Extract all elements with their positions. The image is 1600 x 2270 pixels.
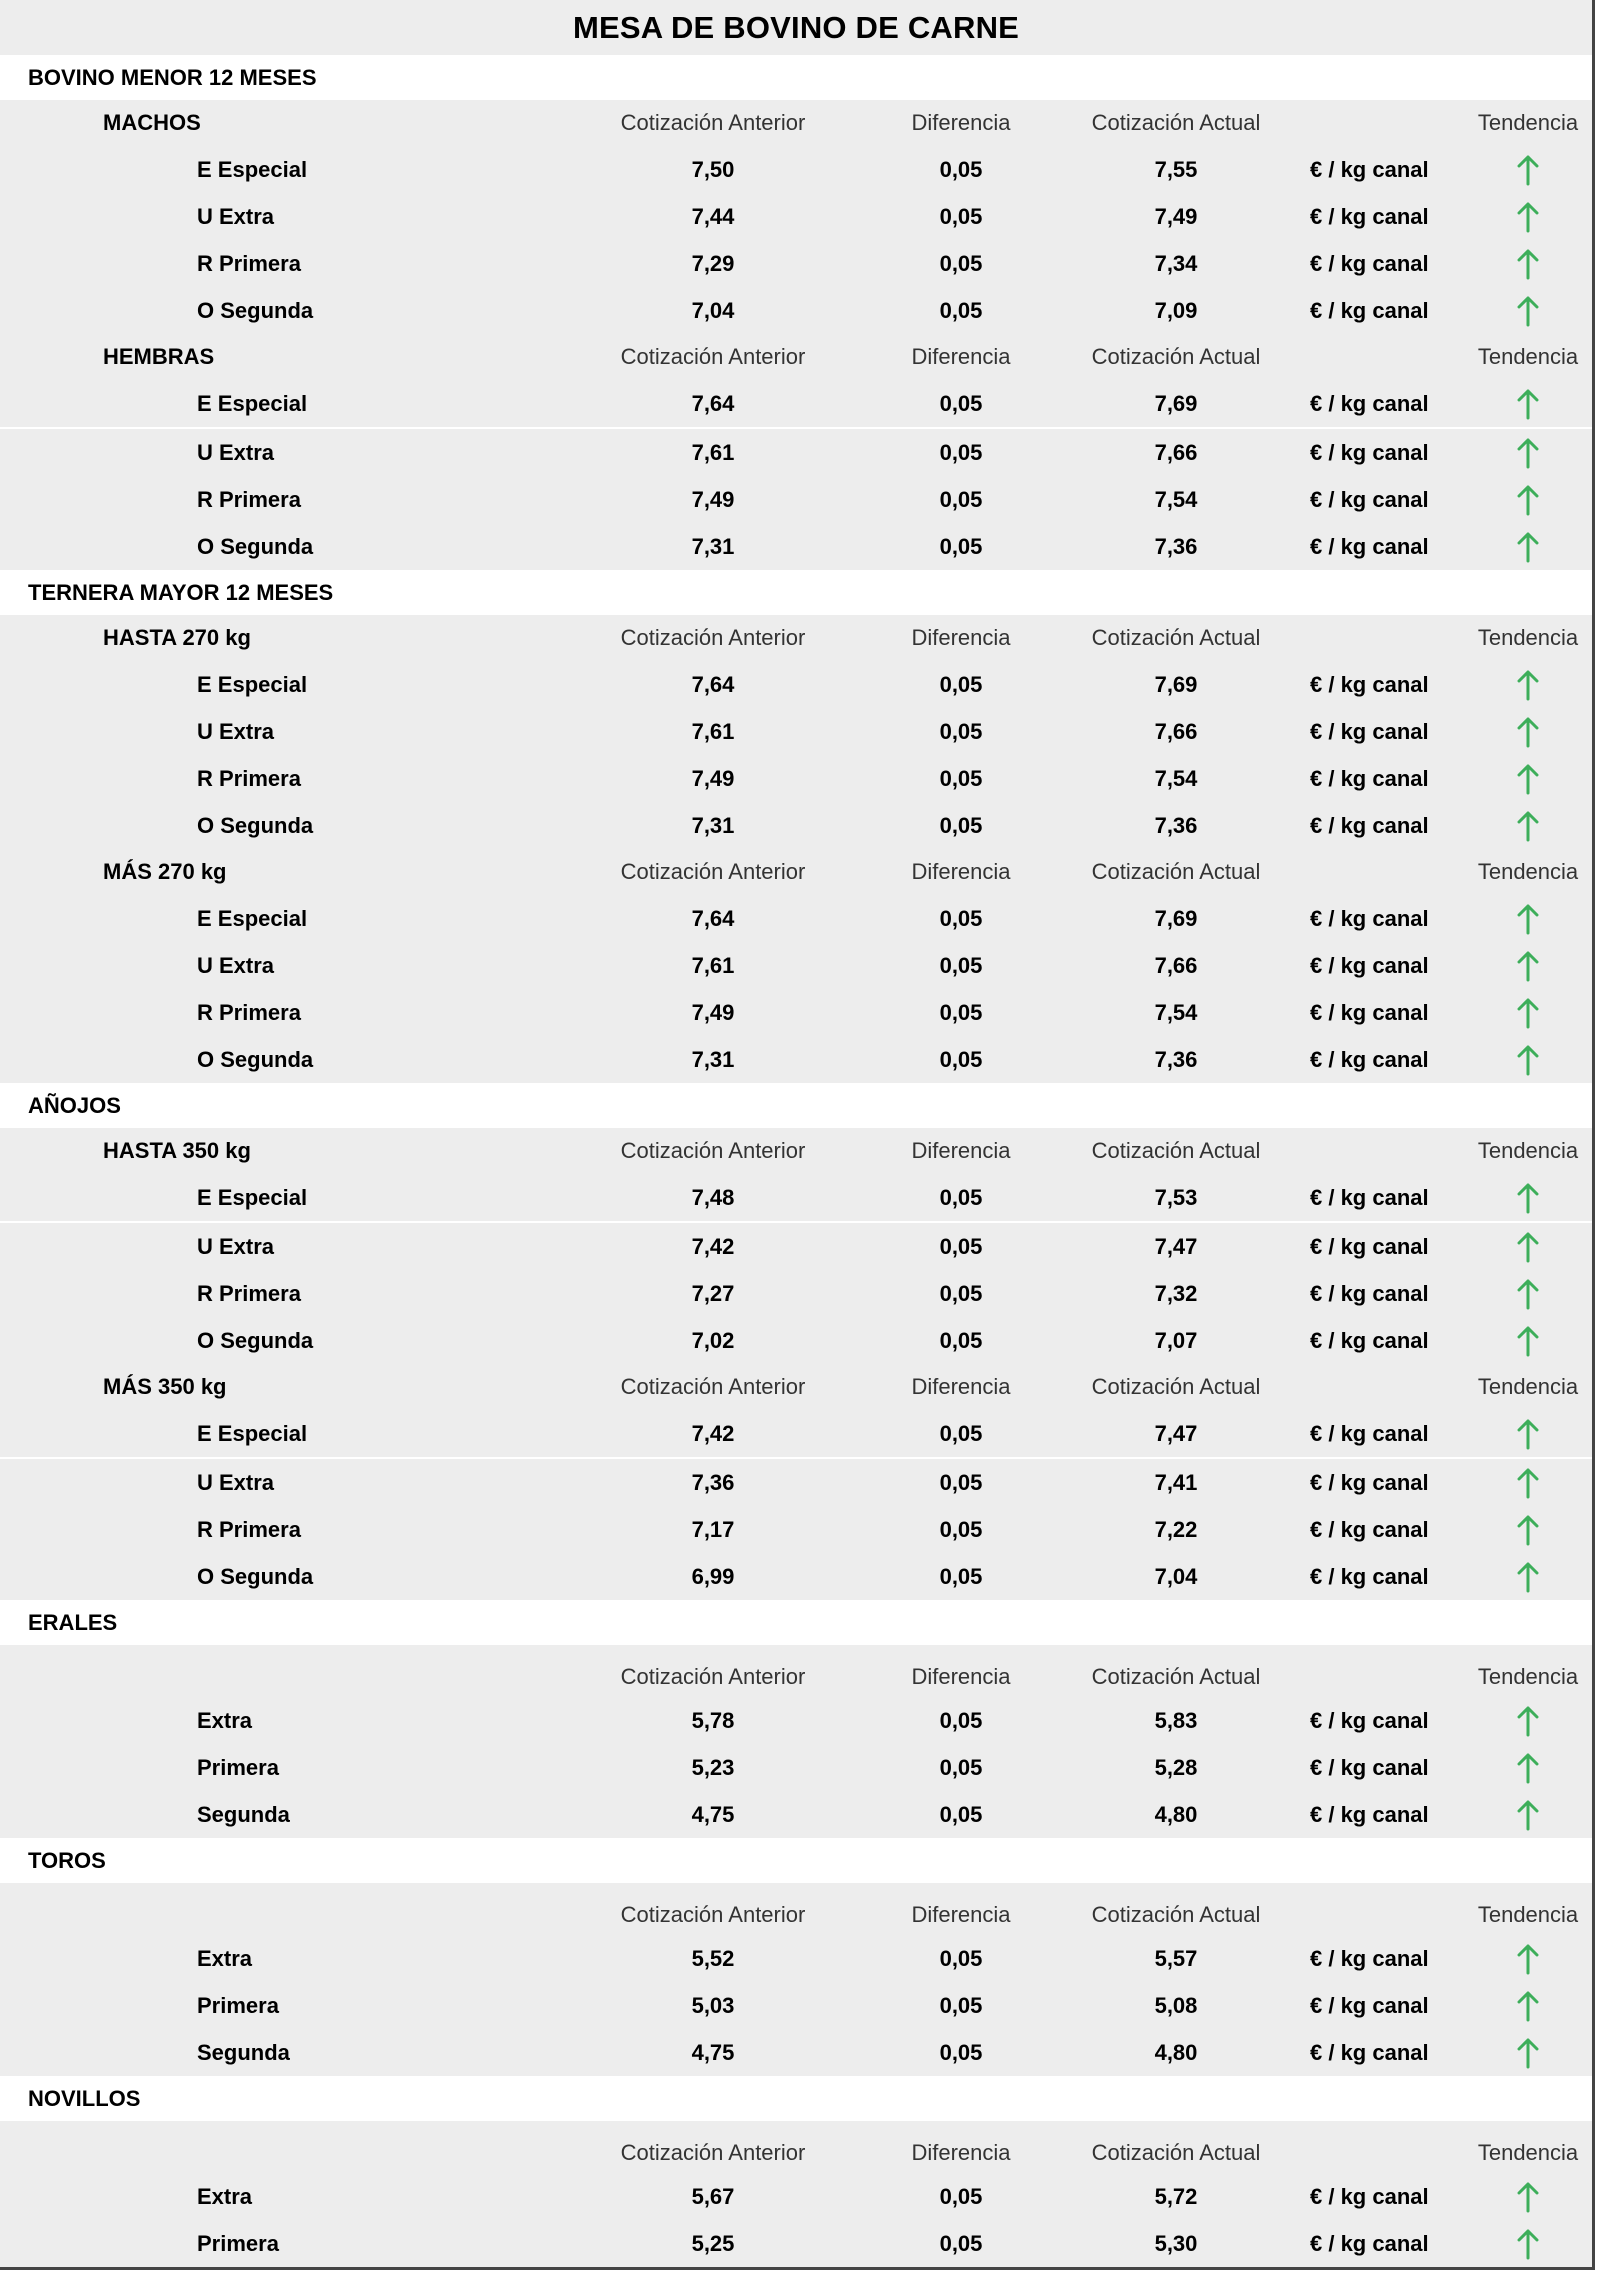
header-tendencia: Tendencia xyxy=(1477,344,1579,369)
cotizacion-anterior-value: 7,64 xyxy=(691,672,735,697)
diferencia-value: 0,05 xyxy=(939,251,983,276)
group-header-row xyxy=(0,1128,1592,1174)
table-row xyxy=(0,146,1592,193)
arrow-up-icon xyxy=(1516,295,1540,327)
grade-label: U Extra xyxy=(197,953,275,978)
diferencia-value: 0,05 xyxy=(939,1000,983,1025)
cotizacion-anterior-value: 5,03 xyxy=(691,1993,735,2018)
grade-label: Segunda xyxy=(197,1802,290,1827)
cotizacion-anterior-value: 7,64 xyxy=(691,391,735,416)
cotizacion-actual-value: 7,32 xyxy=(1154,1281,1198,1306)
diferencia-value: 0,05 xyxy=(939,2231,983,2256)
unit-label: € / kg canal xyxy=(1310,1517,1429,1542)
table-row xyxy=(0,2220,1592,2267)
unit-label: € / kg canal xyxy=(1310,813,1429,838)
grade-label: E Especial xyxy=(197,391,308,416)
cotizacion-anterior-value: 7,29 xyxy=(691,251,735,276)
grade-label: U Extra xyxy=(197,204,275,229)
cotizacion-actual-value: 5,72 xyxy=(1154,2184,1198,2209)
table-row xyxy=(0,1270,1592,1317)
header-diferencia: Diferencia xyxy=(911,625,1011,650)
table-row xyxy=(0,1457,1592,1506)
arrow-up-icon xyxy=(1516,531,1540,563)
cotizacion-actual-value: 7,47 xyxy=(1154,1421,1198,1446)
diferencia-value: 0,05 xyxy=(939,1470,983,1495)
cotizacion-actual-value: 5,30 xyxy=(1154,2231,1198,2256)
group-label: HASTA 270 kg xyxy=(103,625,251,650)
section-title: AÑOJOS xyxy=(0,1083,1592,1128)
cotizacion-actual-value: 5,28 xyxy=(1154,1755,1198,1780)
section-title: TERNERA MAYOR 12 MESES xyxy=(0,570,1592,615)
arrow-up-icon xyxy=(1516,997,1540,1029)
cotizacion-actual-value: 5,83 xyxy=(1154,1708,1198,1733)
arrow-up-icon xyxy=(1516,810,1540,842)
cotizacion-actual-value: 7,49 xyxy=(1154,204,1198,229)
diferencia-value: 0,05 xyxy=(939,1946,983,1971)
header-cotizacion-actual: Cotización Actual xyxy=(1091,1374,1261,1399)
table-row xyxy=(0,2029,1592,2076)
diferencia-value: 0,05 xyxy=(939,298,983,323)
table-row xyxy=(0,427,1592,476)
grade-label: O Segunda xyxy=(197,1564,314,1589)
table-row xyxy=(0,1317,1592,1364)
section-title: ERALES xyxy=(0,1600,1592,1645)
header-cotizacion-anterior: Cotización Anterior xyxy=(620,625,806,650)
header-tendencia: Tendencia xyxy=(1477,1374,1579,1399)
cotizacion-anterior-value: 7,31 xyxy=(691,1047,735,1072)
header-cotizacion-actual: Cotización Actual xyxy=(1091,344,1261,369)
cotizacion-anterior-value: 7,31 xyxy=(691,813,735,838)
header-diferencia: Diferencia xyxy=(911,1138,1011,1163)
arrow-up-icon xyxy=(1516,903,1540,935)
diferencia-value: 0,05 xyxy=(939,813,983,838)
header-tendencia: Tendencia xyxy=(1477,1902,1579,1927)
header-diferencia: Diferencia xyxy=(911,1902,1011,1927)
header-cotizacion-anterior: Cotización Anterior xyxy=(620,1902,806,1927)
diferencia-value: 0,05 xyxy=(939,953,983,978)
diferencia-value: 0,05 xyxy=(939,1755,983,1780)
grade-label: E Especial xyxy=(197,672,308,697)
arrow-up-icon xyxy=(1516,1752,1540,1784)
section-title: BOVINO MENOR 12 MESES xyxy=(0,55,1592,100)
diferencia-value: 0,05 xyxy=(939,1281,983,1306)
arrow-up-icon xyxy=(1516,950,1540,982)
cotizacion-anterior-value: 7,17 xyxy=(691,1517,735,1542)
diferencia-value: 0,05 xyxy=(939,1328,983,1353)
group-header-row xyxy=(0,1645,1592,1697)
grade-label: R Primera xyxy=(197,1000,301,1025)
table-row xyxy=(0,1036,1592,1083)
group-header-row xyxy=(0,334,1592,380)
table-row xyxy=(0,1221,1592,1270)
cotizacion-actual-value: 7,36 xyxy=(1154,813,1198,838)
cotizacion-actual-value: 4,80 xyxy=(1154,1802,1198,1827)
page-title: MESA DE BOVINO DE CARNE xyxy=(0,0,1592,55)
cotizacion-anterior-value: 5,52 xyxy=(691,1946,735,1971)
group-header-row xyxy=(0,849,1592,895)
cotizacion-anterior-value: 5,67 xyxy=(691,2184,735,2209)
cotizacion-anterior-value: 7,04 xyxy=(691,298,735,323)
unit-label: € / kg canal xyxy=(1310,1234,1429,1259)
cotizacion-anterior-value: 4,75 xyxy=(691,1802,735,1827)
header-cotizacion-actual: Cotización Actual xyxy=(1091,110,1261,135)
header-cotizacion-anterior: Cotización Anterior xyxy=(620,1138,806,1163)
table-row xyxy=(0,2173,1592,2220)
unit-label: € / kg canal xyxy=(1310,1185,1429,1210)
table-row xyxy=(0,1553,1592,1600)
grade-label: O Segunda xyxy=(197,813,314,838)
diferencia-value: 0,05 xyxy=(939,1234,983,1259)
unit-label: € / kg canal xyxy=(1310,1946,1429,1971)
header-cotizacion-anterior: Cotización Anterior xyxy=(620,859,806,884)
unit-label: € / kg canal xyxy=(1310,766,1429,791)
unit-label: € / kg canal xyxy=(1310,953,1429,978)
unit-label: € / kg canal xyxy=(1310,1047,1429,1072)
group-label: MÁS 350 kg xyxy=(103,1374,227,1399)
arrow-up-icon xyxy=(1516,484,1540,516)
sections-container xyxy=(0,55,1592,2267)
arrow-up-icon xyxy=(1516,248,1540,280)
arrow-up-icon xyxy=(1516,201,1540,233)
cotizacion-actual-value: 7,66 xyxy=(1154,440,1198,465)
grade-label: U Extra xyxy=(197,1470,275,1495)
grade-label: O Segunda xyxy=(197,298,314,323)
diferencia-value: 0,05 xyxy=(939,1047,983,1072)
cotizacion-actual-value: 7,69 xyxy=(1154,391,1198,416)
unit-label: € / kg canal xyxy=(1310,719,1429,744)
cotizacion-actual-value: 7,66 xyxy=(1154,953,1198,978)
grade-label: Segunda xyxy=(197,2040,290,2065)
arrow-up-icon xyxy=(1516,1182,1540,1214)
unit-label: € / kg canal xyxy=(1310,440,1429,465)
header-cotizacion-actual: Cotización Actual xyxy=(1091,1664,1261,1689)
unit-label: € / kg canal xyxy=(1310,298,1429,323)
cotizacion-anterior-value: 7,42 xyxy=(691,1234,735,1259)
diferencia-value: 0,05 xyxy=(939,1708,983,1733)
unit-label: € / kg canal xyxy=(1310,157,1429,182)
unit-label: € / kg canal xyxy=(1310,391,1429,416)
diferencia-value: 0,05 xyxy=(939,1517,983,1542)
arrow-up-icon xyxy=(1516,2228,1540,2260)
diferencia-value: 0,05 xyxy=(939,2040,983,2065)
header-diferencia: Diferencia xyxy=(911,1664,1011,1689)
grade-label: U Extra xyxy=(197,1234,275,1259)
unit-label: € / kg canal xyxy=(1310,1000,1429,1025)
arrow-up-icon xyxy=(1516,1705,1540,1737)
cotizacion-actual-value: 7,09 xyxy=(1154,298,1198,323)
cotizacion-anterior-value: 7,27 xyxy=(691,1281,735,1306)
arrow-up-icon xyxy=(1516,2181,1540,2213)
table-row xyxy=(0,1174,1592,1221)
diferencia-value: 0,05 xyxy=(939,1421,983,1446)
unit-label: € / kg canal xyxy=(1310,1421,1429,1446)
grade-label: E Especial xyxy=(197,1421,308,1446)
group-label: HASTA 350 kg xyxy=(103,1138,251,1163)
table-row xyxy=(0,1410,1592,1457)
cotizacion-actual-value: 5,08 xyxy=(1154,1993,1198,2018)
unit-label: € / kg canal xyxy=(1310,1755,1429,1780)
table-row xyxy=(0,193,1592,240)
arrow-up-icon xyxy=(1516,1514,1540,1546)
arrow-up-icon xyxy=(1516,1325,1540,1357)
group-header-row xyxy=(0,2121,1592,2173)
group-label: MACHOS xyxy=(103,110,201,135)
section-title: TOROS xyxy=(0,1838,1592,1883)
cotizacion-actual-value: 4,80 xyxy=(1154,2040,1198,2065)
grade-label: U Extra xyxy=(197,719,275,744)
table-row xyxy=(0,755,1592,802)
grade-label: O Segunda xyxy=(197,1047,314,1072)
table-row xyxy=(0,708,1592,755)
cotizacion-actual-value: 5,57 xyxy=(1154,1946,1198,1971)
table-row xyxy=(0,1506,1592,1553)
cotizacion-actual-value: 7,22 xyxy=(1154,1517,1198,1542)
unit-label: € / kg canal xyxy=(1310,2231,1429,2256)
header-cotizacion-anterior: Cotización Anterior xyxy=(620,110,806,135)
grade-label: Primera xyxy=(197,1993,279,2018)
cotizacion-anterior-value: 7,31 xyxy=(691,534,735,559)
grade-label: Extra xyxy=(197,2184,253,2209)
arrow-up-icon xyxy=(1516,388,1540,420)
table-row xyxy=(0,1982,1592,2029)
grade-label: Primera xyxy=(197,2231,279,2256)
arrow-up-icon xyxy=(1516,1799,1540,1831)
group-header-row xyxy=(0,100,1592,146)
arrow-up-icon xyxy=(1516,1990,1540,2022)
grade-label: Extra xyxy=(197,1708,253,1733)
cotizacion-anterior-value: 7,61 xyxy=(691,953,735,978)
grade-label: O Segunda xyxy=(197,1328,314,1353)
cotizacion-actual-value: 7,41 xyxy=(1154,1470,1198,1495)
diferencia-value: 0,05 xyxy=(939,534,983,559)
header-cotizacion-actual: Cotización Actual xyxy=(1091,859,1261,884)
header-diferencia: Diferencia xyxy=(911,344,1011,369)
grade-label: R Primera xyxy=(197,1281,301,1306)
header-diferencia: Diferencia xyxy=(911,1374,1011,1399)
cotizacion-anterior-value: 5,25 xyxy=(691,2231,735,2256)
table-row xyxy=(0,989,1592,1036)
cotizacion-anterior-value: 7,42 xyxy=(691,1421,735,1446)
unit-label: € / kg canal xyxy=(1310,1708,1429,1733)
arrow-up-icon xyxy=(1516,1943,1540,1975)
diferencia-value: 0,05 xyxy=(939,487,983,512)
diferencia-value: 0,05 xyxy=(939,2184,983,2209)
grade-label: E Especial xyxy=(197,157,308,182)
header-cotizacion-anterior: Cotización Anterior xyxy=(620,1664,806,1689)
unit-label: € / kg canal xyxy=(1310,1281,1429,1306)
unit-label: € / kg canal xyxy=(1310,251,1429,276)
header-tendencia: Tendencia xyxy=(1477,2140,1579,2165)
header-tendencia: Tendencia xyxy=(1477,1664,1579,1689)
grade-label: Primera xyxy=(197,1755,279,1780)
cotizacion-anterior-value: 6,99 xyxy=(691,1564,735,1589)
cotizacion-anterior-value: 7,49 xyxy=(691,1000,735,1025)
header-tendencia: Tendencia xyxy=(1477,110,1579,135)
cotizacion-actual-value: 7,07 xyxy=(1154,1328,1198,1353)
cotizacion-anterior-value: 5,78 xyxy=(691,1708,735,1733)
cotizacion-anterior-value: 7,44 xyxy=(691,204,735,229)
arrow-up-icon xyxy=(1516,437,1540,469)
grade-label: Extra xyxy=(197,1946,253,1971)
table-row xyxy=(0,1744,1592,1791)
cotizacion-anterior-value: 7,02 xyxy=(691,1328,735,1353)
unit-label: € / kg canal xyxy=(1310,2040,1429,2065)
section-title: NOVILLOS xyxy=(0,2076,1592,2121)
diferencia-value: 0,05 xyxy=(939,204,983,229)
cotizacion-actual-value: 7,54 xyxy=(1154,487,1198,512)
table-row xyxy=(0,661,1592,708)
header-tendencia: Tendencia xyxy=(1477,859,1579,884)
diferencia-value: 0,05 xyxy=(939,1564,983,1589)
diferencia-value: 0,05 xyxy=(939,157,983,182)
diferencia-value: 0,05 xyxy=(939,391,983,416)
diferencia-value: 0,05 xyxy=(939,719,983,744)
unit-label: € / kg canal xyxy=(1310,2184,1429,2209)
grade-label: E Especial xyxy=(197,906,308,931)
grade-label: E Especial xyxy=(197,1185,308,1210)
cotizacion-actual-value: 7,54 xyxy=(1154,766,1198,791)
cotizacion-anterior-value: 7,49 xyxy=(691,766,735,791)
diferencia-value: 0,05 xyxy=(939,1185,983,1210)
table-row xyxy=(0,1935,1592,1982)
cotizacion-actual-value: 7,36 xyxy=(1154,1047,1198,1072)
header-tendencia: Tendencia xyxy=(1477,625,1579,650)
group-label: MÁS 270 kg xyxy=(103,859,227,884)
arrow-up-icon xyxy=(1516,716,1540,748)
header-diferencia: Diferencia xyxy=(911,110,1011,135)
grade-label: U Extra xyxy=(197,440,275,465)
cotizacion-actual-value: 7,66 xyxy=(1154,719,1198,744)
group-header-row xyxy=(0,615,1592,661)
diferencia-value: 0,05 xyxy=(939,766,983,791)
grade-label: O Segunda xyxy=(197,534,314,559)
unit-label: € / kg canal xyxy=(1310,204,1429,229)
arrow-up-icon xyxy=(1516,669,1540,701)
unit-label: € / kg canal xyxy=(1310,1802,1429,1827)
header-cotizacion-actual: Cotización Actual xyxy=(1091,625,1261,650)
unit-label: € / kg canal xyxy=(1310,1470,1429,1495)
diferencia-value: 0,05 xyxy=(939,906,983,931)
cotizacion-actual-value: 7,04 xyxy=(1154,1564,1198,1589)
table-row xyxy=(0,476,1592,523)
cotizacion-anterior-value: 7,61 xyxy=(691,440,735,465)
cotizacion-actual-value: 7,47 xyxy=(1154,1234,1198,1259)
table-row xyxy=(0,1791,1592,1838)
cotizacion-anterior-value: 7,61 xyxy=(691,719,735,744)
group-header-row xyxy=(0,1364,1592,1410)
arrow-up-icon xyxy=(1516,1231,1540,1263)
unit-label: € / kg canal xyxy=(1310,534,1429,559)
table-row xyxy=(0,380,1592,427)
unit-label: € / kg canal xyxy=(1310,487,1429,512)
arrow-up-icon xyxy=(1516,1044,1540,1076)
arrow-up-icon xyxy=(1516,1278,1540,1310)
cotizacion-actual-value: 7,55 xyxy=(1154,157,1198,182)
grade-label: R Primera xyxy=(197,1517,301,1542)
arrow-up-icon xyxy=(1516,154,1540,186)
cotizacion-anterior-value: 5,23 xyxy=(691,1755,735,1780)
table-row xyxy=(0,942,1592,989)
cotizacion-anterior-value: 7,64 xyxy=(691,906,735,931)
group-label: HEMBRAS xyxy=(103,344,215,369)
cotizacion-actual-value: 7,53 xyxy=(1154,1185,1198,1210)
arrow-up-icon xyxy=(1516,1467,1540,1499)
unit-label: € / kg canal xyxy=(1310,906,1429,931)
group-header-row xyxy=(0,1883,1592,1935)
cotizacion-actual-value: 7,54 xyxy=(1154,1000,1198,1025)
unit-label: € / kg canal xyxy=(1310,1564,1429,1589)
header-tendencia: Tendencia xyxy=(1477,1138,1579,1163)
header-cotizacion-actual: Cotización Actual xyxy=(1091,1902,1261,1927)
table-row xyxy=(0,523,1592,570)
table-row xyxy=(0,240,1592,287)
table-row xyxy=(0,287,1592,334)
grade-label: R Primera xyxy=(197,251,301,276)
cotizacion-anterior-value: 7,48 xyxy=(691,1185,735,1210)
header-cotizacion-actual: Cotización Actual xyxy=(1091,1138,1261,1163)
table-row xyxy=(0,1697,1592,1744)
header-cotizacion-anterior: Cotización Anterior xyxy=(620,1374,806,1399)
diferencia-value: 0,05 xyxy=(939,1802,983,1827)
header-diferencia: Diferencia xyxy=(911,859,1011,884)
cotizacion-anterior-value: 4,75 xyxy=(691,2040,735,2065)
unit-label: € / kg canal xyxy=(1310,1993,1429,2018)
table-row xyxy=(0,895,1592,942)
cotizacion-anterior-value: 7,36 xyxy=(691,1470,735,1495)
diferencia-value: 0,05 xyxy=(939,672,983,697)
arrow-up-icon xyxy=(1516,1561,1540,1593)
unit-label: € / kg canal xyxy=(1310,672,1429,697)
arrow-up-icon xyxy=(1516,763,1540,795)
cotizacion-anterior-value: 7,49 xyxy=(691,487,735,512)
table-row xyxy=(0,802,1592,849)
cotizacion-actual-value: 7,69 xyxy=(1154,672,1198,697)
arrow-up-icon xyxy=(1516,2037,1540,2069)
cotizacion-actual-value: 7,36 xyxy=(1154,534,1198,559)
diferencia-value: 0,05 xyxy=(939,1993,983,2018)
header-cotizacion-anterior: Cotización Anterior xyxy=(620,344,806,369)
diferencia-value: 0,05 xyxy=(939,440,983,465)
cotizacion-actual-value: 7,34 xyxy=(1154,251,1198,276)
grade-label: R Primera xyxy=(197,487,301,512)
header-cotizacion-anterior: Cotización Anterior xyxy=(620,2140,806,2165)
grade-label: R Primera xyxy=(197,766,301,791)
header-cotizacion-actual: Cotización Actual xyxy=(1091,2140,1261,2165)
cotizacion-anterior-value: 7,50 xyxy=(691,157,735,182)
cotizacion-actual-value: 7,69 xyxy=(1154,906,1198,931)
header-diferencia: Diferencia xyxy=(911,2140,1011,2165)
unit-label: € / kg canal xyxy=(1310,1328,1429,1353)
arrow-up-icon xyxy=(1516,1418,1540,1450)
